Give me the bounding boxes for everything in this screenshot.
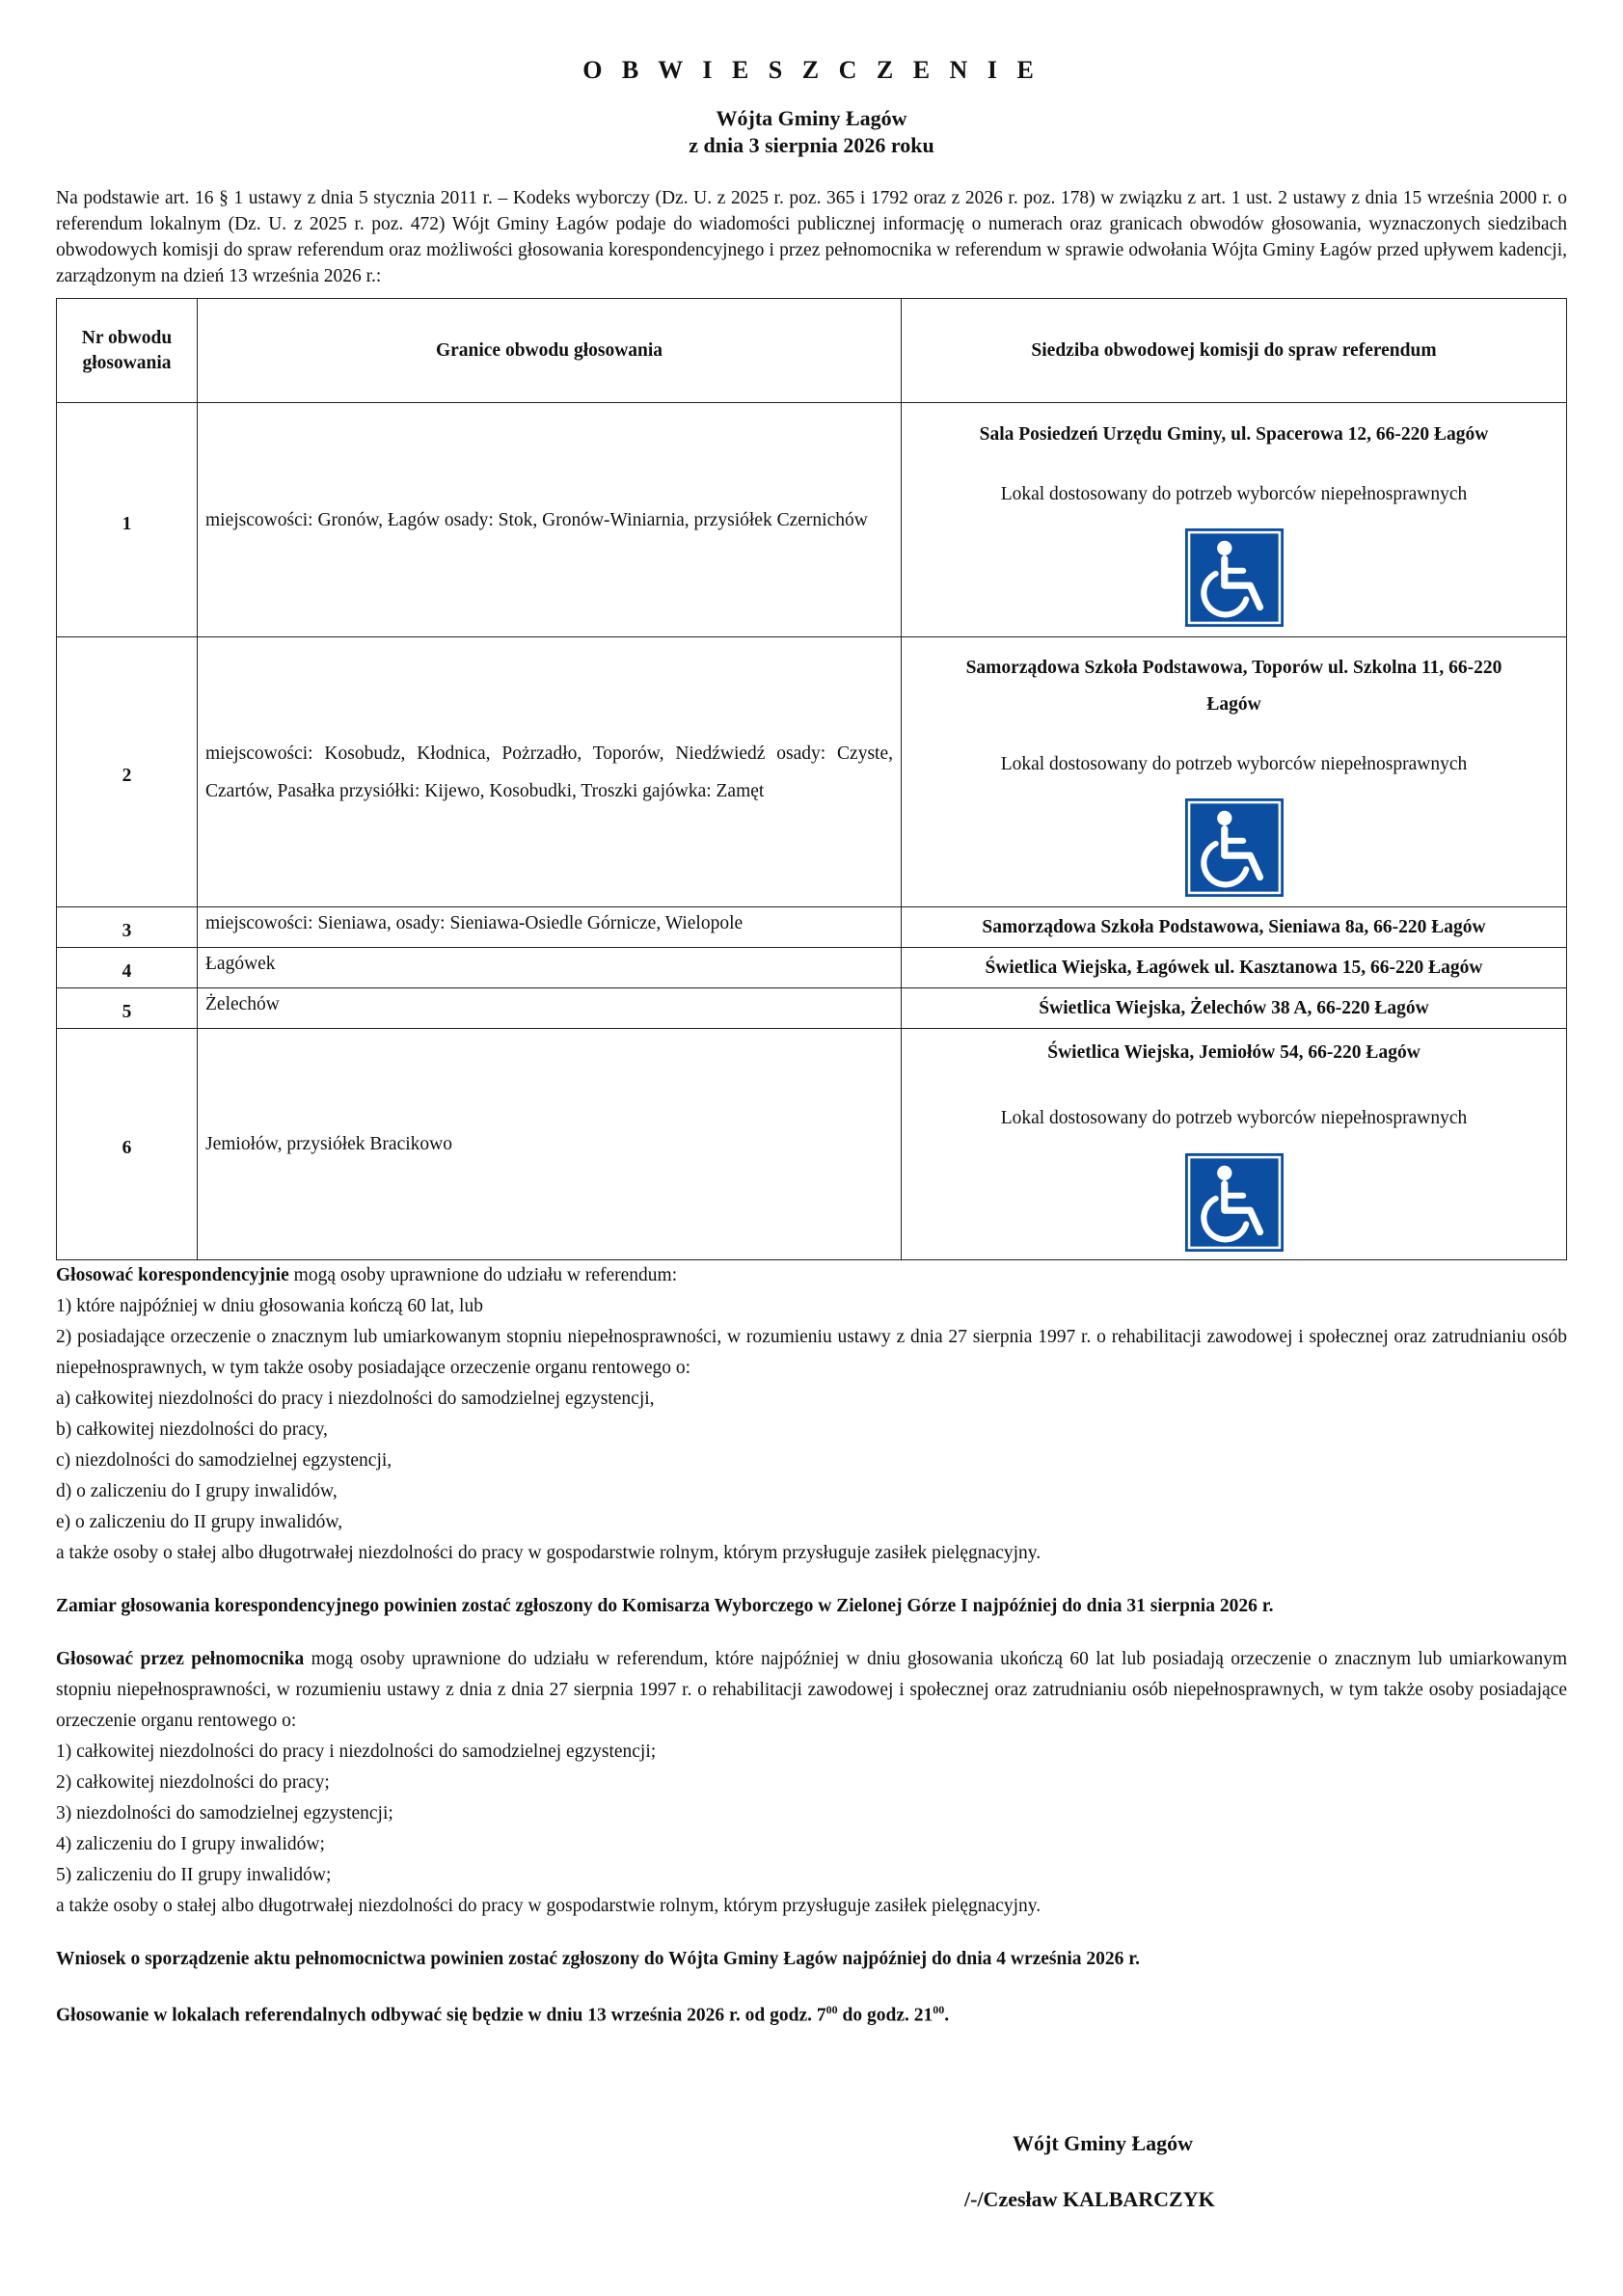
end-minutes: 00: [933, 2003, 945, 2016]
proxy-section: [56, 1644, 1567, 2032]
list-item: b) całkowitej niezdolności do pracy,: [56, 1419, 328, 1440]
correspondence-lead-bold: Głosować korespondencyjnie: [56, 1265, 289, 1285]
table-row: [57, 988, 1567, 1029]
commission-seat-cell: [902, 1029, 1567, 1260]
proxy-lead-bold: Głosować przez pełnomocnika: [56, 1649, 305, 1669]
correspondence-lead-rest: mogą osoby uprawnione do udziału w referendum:: [288, 1265, 678, 1285]
district-borders: miejscowości: Kosobudz, Kłodnica, Pożrzadło, Toporów, Niedźwiedź osady: Czyste, Czartów, Pasałka przysiółki: Kijewo, Kosobudki, Troszki gajówka: Zamęt: [198, 637, 902, 907]
district-borders: Łagówek: [198, 948, 902, 988]
table-row: [57, 637, 1567, 907]
header-commission-seat: Siedziba obwodowej komisji do spraw referendum: [902, 299, 1567, 403]
list-item: 3) niezdolności do samodzielnej egzystencji;: [56, 1803, 393, 1823]
commission-seat-cell: [902, 988, 1567, 1029]
header-district-number: Nr obwodu głosowania: [57, 299, 198, 403]
list-item: a także osoby o stałej albo długotrwałej niezdolności do pracy w gospodarstwie rolnym, którym przysługuje zasiłek pielęgnacyjny.: [56, 1896, 1041, 1916]
district-number: 5: [57, 988, 198, 1029]
accessibility-note: Lokal dostosowany do potrzeb wyborców niepełnosprawnych: [1000, 1108, 1468, 1128]
district-number: 4: [57, 948, 198, 988]
list-item: e) o zaliczeniu do II grupy inwalidów,: [56, 1512, 343, 1532]
list-item: 4) zaliczeniu do I grupy inwalidów;: [56, 1834, 325, 1854]
correspondence-deadline: Zamiar głosowania korespondencyjnego powinien zostać zgłoszony do Komisarza Wyborczego w Zielonej Górze I najpóźniej do dnia 31 sierpnia 2026 r.: [56, 1596, 1274, 1616]
proxy-lead: [56, 1644, 1567, 1737]
list-item: a także osoby o stałej albo długotrwałej niezdolności do pracy w gospodarstwie rolnym, którym przysługuje zasiłek pielęgnacyjny.: [56, 1543, 1041, 1563]
list-item: d) o zaliczeniu do I grupy inwalidów,: [56, 1481, 338, 1501]
commission-seat-cell: [902, 907, 1567, 948]
list-item: 2) całkowitej niezdolności do pracy;: [56, 1772, 330, 1793]
accessibility-note: Lokal dostosowany do potrzeb wyborców niepełnosprawnych: [1000, 483, 1468, 504]
correspondence-section: [56, 1260, 1567, 1622]
voting-hours-text: Głosowanie w lokalach referendalnych odbywać się będzie w dniu 13 września 2026 r. od godz. 7: [56, 2005, 826, 2026]
voting-districts-table: [56, 298, 1567, 1260]
district-borders: Jemiołów, przysiółek Bracikowo: [198, 1029, 902, 1260]
table-row: [57, 1029, 1567, 1260]
voting-hours-middle: do godz. 21: [837, 2005, 933, 2026]
voting-hours-end: .: [944, 2005, 950, 2026]
commission-seat-cell: [902, 637, 1567, 907]
commission-seat: Świetlica Wiejska, Jemiołów 54, 66-220 Łagów: [1047, 1042, 1420, 1063]
district-borders: miejscowości: Gronów, Łagów osady: Stok, Gronów-Winiarnia, przysiółek Czernichów: [198, 403, 902, 637]
commission-seat: Świetlica Wiejska, Łagówek ul. Kasztanowa 15, 66-220 Łagów: [985, 958, 1483, 978]
commission-seat: Samorządowa Szkoła Podstawowa, Toporów ul. Szkolna 11, 66-220 Łagów: [965, 658, 1502, 715]
header-district-borders: Granice obwodu głosowania: [198, 299, 902, 403]
list-item: c) niezdolności do samodzielnej egzystencji,: [56, 1450, 392, 1471]
list-item: 5) zaliczeniu do II grupy inwalidów;: [56, 1865, 332, 1885]
correspondence-lead: [56, 1260, 1567, 1291]
signature-name: /-/Czesław KALBARCZYK: [964, 2187, 1215, 2211]
commission-seat: Samorządowa Szkoła Podstawowa, Sieniawa 8a, 66-220 Łagów: [982, 917, 1486, 937]
table-row: [57, 948, 1567, 988]
list-item: 1) całkowitej niezdolności do pracy i niezdolności do samodzielnej egzystencji;: [56, 1742, 657, 1762]
list-item: 2) posiadające orzeczenie o znacznym lub umiarkowanym stopniu niepełnosprawności, w rozumieniu ustawy z dnia 27 sierpnia 1997 r. o rehabilitacji zawodowej i społecznej oraz zatrudnianiu osób niepełnosprawnych, w tym także osoby posiadające orzeczenie organu rentowego o:: [56, 1327, 1567, 1378]
list-item: 1) które najpóźniej w dniu głosowania kończą 60 lat, lub: [56, 1296, 483, 1316]
district-number: 2: [57, 637, 198, 907]
proxy-deadline: Wniosek o sporządzenie aktu pełnomocnictwa powinien zostać zgłoszony do Wójta Gminy Łagów najpóźniej do dnia 4 września 2026 r.: [56, 1949, 1141, 1969]
intro-paragraph: Na podstawie art. 16 § 1 ustawy z dnia 5 stycznia 2011 r. – Kodeks wyborczy (Dz. U. z 2025 r. poz. 365 i 1792 oraz z 2026 r. poz. 178) w związku z art. 1 ust. 2 ustawy z dnia 15 września 2000 r. o referendum lokalnym (Dz. U. z 2025 r. poz. 472) Wójt Gminy Łagów podaje do wiadomości publicznej informację o numerach oraz granicach obwodów głosowania, wyznaczonych siedzibach obwodowych komisji do spraw referendum oraz możliwości głosowania korespondencyjnego i przez pełnomocnika w referendum w sprawie odwołania Wójta Gminy Łagów przed upływem kadencji, zarządzonym na dzień 13 września 2026 r.:: [56, 188, 1567, 286]
district-number: 1: [57, 403, 198, 637]
commission-seat-cell: [902, 403, 1567, 637]
wheelchair-accessibility-icon: [1185, 528, 1284, 627]
district-borders: Żelechów: [198, 988, 902, 1029]
commission-seat-cell: [902, 948, 1567, 988]
notice-page: [56, 0, 1567, 2032]
proxy-lead-rest: mogą osoby uprawnione do udziału w referendum, które najpóźniej w dniu głosowania ukończą 60 lat lub posiadają orzeczenie o znacznym lub umiarkowanym stopniu niepełnosprawności, w rozumieniu ustawy z dnia z dnia 27 sierpnia 1997 r. o rehabilitacji zawodowej i społecznej oraz zatrudnianiu osób niepełnosprawnych, w tym także osoby posiadające orzeczenie organu rentowego o:: [56, 1649, 1567, 1731]
accessibility-note: Lokal dostosowany do potrzeb wyborców niepełnosprawnych: [1000, 754, 1468, 774]
notice-date: z dnia 3 sierpnia 2026 roku: [689, 133, 934, 157]
wheelchair-accessibility-icon: [1185, 1153, 1284, 1252]
voting-hours: [56, 1994, 1567, 2032]
district-number: 6: [57, 1029, 198, 1260]
commission-seat: Sala Posiedzeń Urzędu Gminy, ul. Spacerowa 12, 66-220 Łagów: [979, 423, 1489, 445]
signature-title: Wójt Gminy Łagów: [1013, 2131, 1193, 2155]
district-number: 3: [57, 907, 198, 948]
table-header-row: [57, 299, 1567, 403]
start-minutes: 00: [825, 2003, 838, 2016]
wheelchair-accessibility-icon: [1185, 798, 1284, 897]
notice-issuer: Wójta Gminy Łagów: [716, 106, 907, 130]
table-row: [57, 403, 1567, 637]
notice-title: O B W I E S Z C Z E N I E: [582, 56, 1041, 84]
list-item: a) całkowitej niezdolności do pracy i niezdolności do samodzielnej egzystencji,: [56, 1389, 655, 1409]
table-row: [57, 907, 1567, 948]
district-borders: miejscowości: Sieniawa, osady: Sieniawa-Osiedle Górnicze, Wielopole: [198, 907, 902, 948]
commission-seat: Świetlica Wiejska, Żelechów 38 A, 66-220 Łagów: [1039, 998, 1429, 1018]
